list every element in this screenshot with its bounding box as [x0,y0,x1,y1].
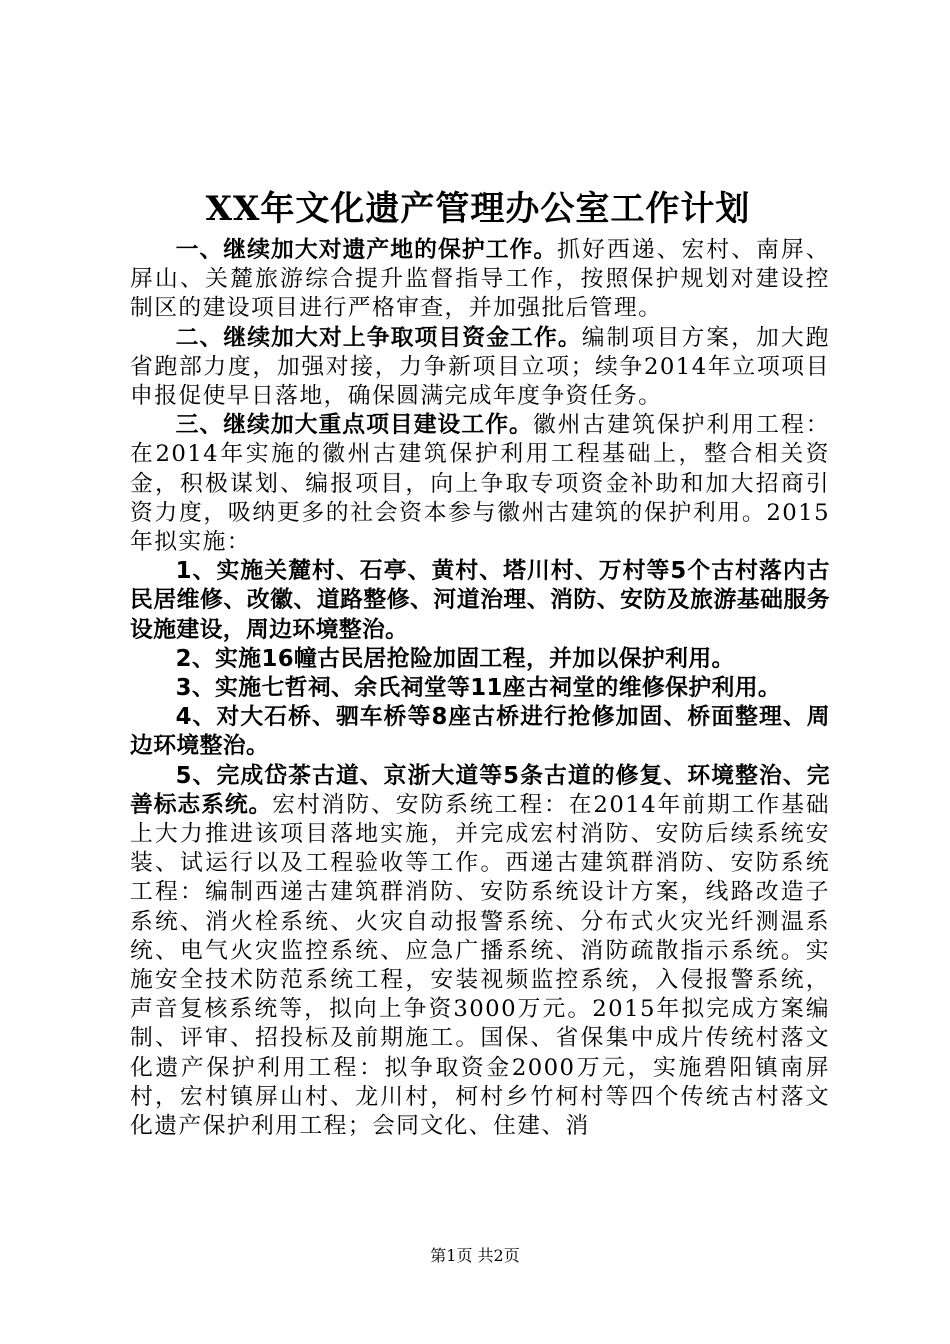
paragraph-heading: 4、对大石桥、驷车桥等8座古桥进行抢修加固、桥面整理、周边环境整治。 [130,704,830,760]
paragraph-heading: 2、实施16幢古民居抢险加固工程，并加以保护利用。 [175,645,735,672]
paragraph-text: 徽州古建筑保护利用工程：在2014年实施的徽州古建筑保护利用工程基础上，整合相关资金，积极谋划、编报项目，向上争取专项资金补助和加大招商引资力度，吸纳更多的社会资本参与徽州古建筑的保护利用。2015年拟实施： [130,412,830,556]
document-body [130,236,830,1141]
paragraph-4 [130,557,830,645]
paragraph-text: 抓好西递、宏村、南屏、屏山、关麓旅游综合提升监督指导工作，按照保护规划对建设控制区的建设项目进行严格审查，并加强批后管理。 [130,237,830,322]
paragraph-2 [130,324,830,412]
paragraph-1 [130,236,830,324]
paragraph-5 [130,645,830,674]
paragraph-heading: 二、继续加大对上争取项目资金工作。 [175,324,582,351]
paragraph-6 [130,674,830,703]
paragraph-text: 宏村消防、安防系统工程：在2014年前期工作基础上大力推进该项目落地实施，并完成宏村消防、安防后续系统安装、试运行以及工程验收等工作。西递古建筑群消防、安防系统工程：编制西递古建筑群消防、安防系统设计方案，线路改造子系统、消火栓系统、火灾自动报警系统、分布式火灾光纤测温系统、电气火灾监控系统、应急广播系统、消防疏散指示系统。实施安全技术防范系统工程，安装视频监控系统，入侵报警系统，声音复核系统等，拟向上争资3000万元。2015年拟完成方案编制、评审、招投标及前期施工。国保、省保集中成片传统村落文化遗产保护利用工程：拟争取资金2000万元，实施碧阳镇南屏村，宏村镇屏山村、龙川村，柯村乡竹柯村等四个传统古村落文化遗产保护利用工程；会同文化、住建、消 [130,791,830,1140]
paragraph-heading: 3、实施七哲祠、余氏祠堂等11座古祠堂的维修保护利用。 [175,675,782,702]
document-title: XX年文化遗产管理办公室工作计划 [205,189,751,229]
paragraph-7 [130,703,830,761]
page-footer: 第1页 共2页 [430,1246,520,1265]
paragraph-text: 编制项目方案，加大跑省跑部力度，加强对接，力争新项目立项；续争2014年立项项目申报促使早日落地，确保圆满完成年度争资任务。 [130,324,830,410]
paragraph-heading: 1、实施关麓村、石亭、黄村、塔川村、万村等5个古村落内古民居维修、改徽、道路整修、河道治理、消防、安防及旅游基础服务设施建设，周边环境整治。 [130,558,830,643]
paragraph-heading: 三、继续加大重点项目建设工作。 [175,412,533,439]
paragraph-heading: 一、继续加大对遗产地的保护工作。 [175,237,558,263]
paragraph-8 [130,762,830,1142]
paragraph-heading: 5、完成岱茶古道、京浙大道等5条古道的修复、环境整治、完善标志系统。 [130,762,830,818]
paragraph-3 [130,411,830,557]
